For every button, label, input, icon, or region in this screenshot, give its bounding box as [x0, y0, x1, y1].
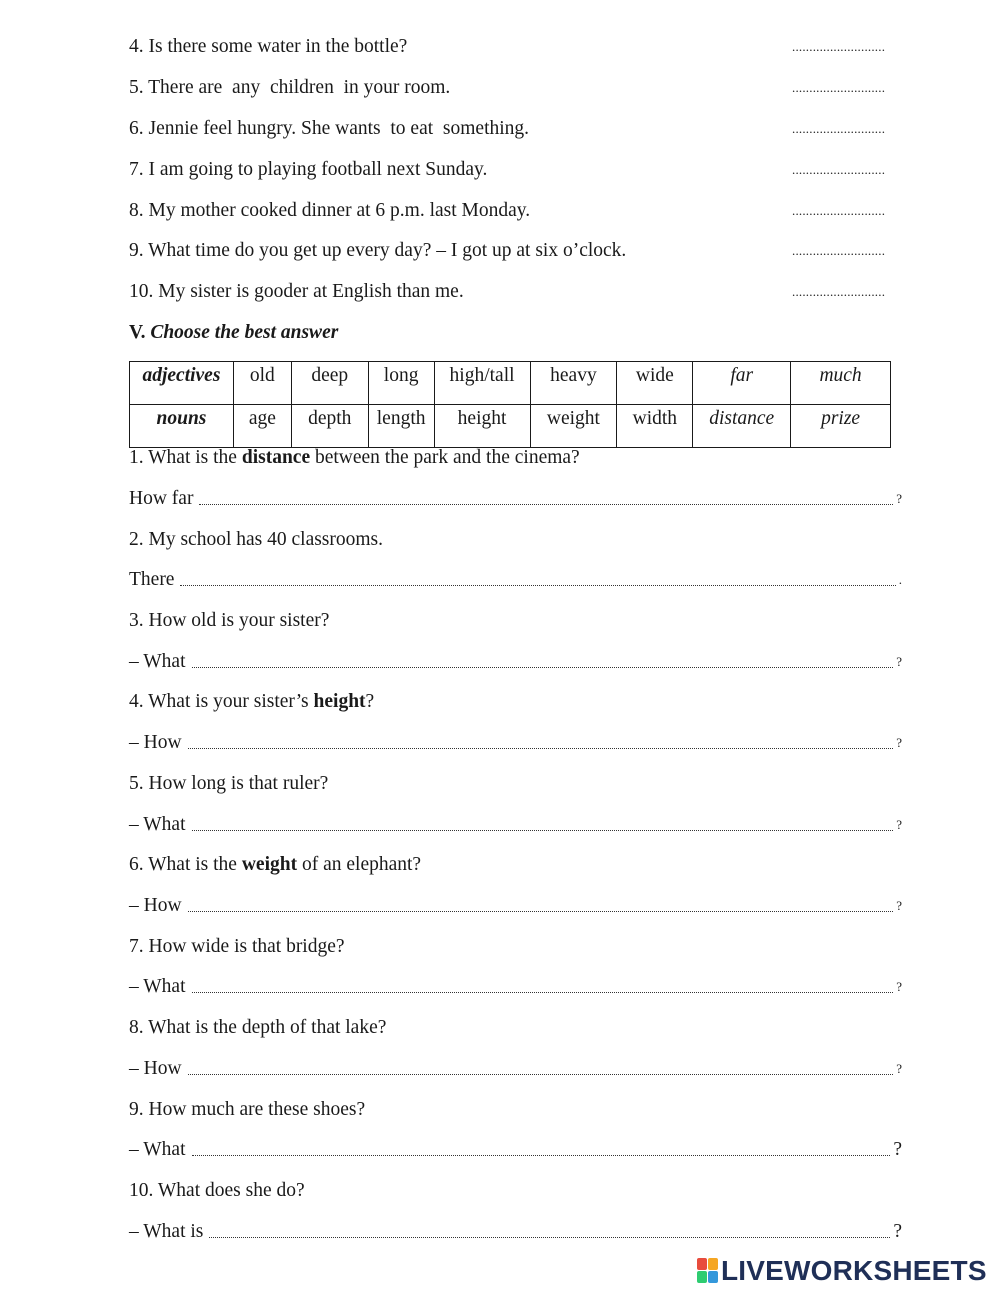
answer-blank-8[interactable]: ...........................	[792, 203, 886, 218]
answer-blank[interactable]	[209, 1236, 890, 1238]
answer-row-6[interactable]	[129, 894, 902, 918]
answer-end: ?	[896, 491, 902, 506]
answer-row-8[interactable]	[129, 1057, 902, 1081]
answer-blank[interactable]	[188, 747, 894, 749]
answer-end: ?	[896, 735, 902, 750]
answer-blank[interactable]	[188, 1073, 894, 1075]
question-3: 3. How old is your sister?	[129, 610, 330, 631]
answer-end: ?	[896, 1061, 902, 1076]
answer-blank-5[interactable]: ...........................	[792, 80, 886, 95]
question-6: 6. What is the weight of an elephant?	[129, 854, 422, 875]
item-9: 9. What time do you get up every day? – I got up at six o’clock.	[129, 240, 627, 261]
answer-lead: – What	[129, 976, 186, 997]
answer-end: ?	[896, 817, 902, 832]
noun-cell: prize	[791, 405, 891, 448]
logo-blocks-icon	[697, 1258, 719, 1284]
nouns-row	[130, 405, 891, 448]
answer-row-7[interactable]	[129, 975, 902, 999]
item-8: 8. My mother cooked dinner at 6 p.m. last Monday.	[129, 200, 531, 221]
item-4: 4. Is there some water in the bottle?	[129, 36, 408, 57]
question-8: 8. What is the depth of that lake?	[129, 1017, 387, 1038]
answer-blank[interactable]	[192, 991, 894, 993]
answer-row-1[interactable]	[129, 487, 902, 511]
vocab-table	[129, 361, 891, 448]
logo-block	[697, 1271, 707, 1283]
answer-lead: – How	[129, 1058, 182, 1079]
answer-lead: – What is	[129, 1221, 204, 1242]
answer-blank[interactable]	[192, 666, 894, 668]
adjective-cell: heavy	[530, 362, 617, 405]
answer-lead: There	[129, 569, 175, 590]
answer-row-4[interactable]	[129, 731, 902, 755]
answer-blank-7[interactable]: ...........................	[792, 162, 886, 177]
section-numeral: V.	[129, 322, 146, 343]
adjectives-label: adjectives	[130, 362, 234, 405]
question-2: 2. My school has 40 classrooms.	[129, 529, 384, 550]
answer-lead: – What	[129, 651, 186, 672]
noun-cell: age	[233, 405, 291, 448]
adjective-cell: old	[233, 362, 291, 405]
adjective-cell: high/tall	[434, 362, 530, 405]
item-7: 7. I am going to playing football next Sunday.	[129, 159, 488, 180]
logo-block	[697, 1258, 707, 1270]
question-1: 1. What is the distance between the park and the cinema?	[129, 447, 580, 468]
answer-row-3[interactable]	[129, 650, 902, 674]
answer-lead: – How	[129, 732, 182, 753]
noun-cell: height	[434, 405, 530, 448]
answer-end: ?	[893, 1221, 902, 1242]
answer-end: ?	[893, 1139, 902, 1160]
answer-row-9[interactable]	[129, 1138, 902, 1162]
logo-block	[708, 1258, 718, 1270]
answer-lead: – What	[129, 814, 186, 835]
section-heading: Choose the best answer	[150, 322, 339, 343]
logo-text: LIVEWORKSHEETS	[721, 1255, 987, 1286]
question-9: 9. How much are these shoes?	[129, 1099, 366, 1120]
adjective-cell: much	[791, 362, 891, 405]
nouns-label: nouns	[130, 405, 234, 448]
question-4: 4. What is your sister’s height?	[129, 691, 375, 712]
answer-lead: – What	[129, 1139, 186, 1160]
answer-row-5[interactable]	[129, 813, 902, 837]
answer-blank[interactable]	[199, 503, 893, 505]
noun-cell: weight	[530, 405, 617, 448]
answer-end: ?	[896, 898, 902, 913]
adjective-cell: long	[368, 362, 434, 405]
answer-blank-6[interactable]: ...........................	[792, 121, 886, 136]
adjectives-row	[130, 362, 891, 405]
answer-blank[interactable]	[180, 584, 895, 586]
answer-blank-9[interactable]: ...........................	[792, 243, 886, 258]
answer-blank-4[interactable]: ...........................	[792, 39, 886, 54]
adjective-cell: deep	[291, 362, 368, 405]
section-v-title	[129, 321, 338, 345]
adjective-cell: far	[693, 362, 791, 405]
logo-block	[708, 1271, 718, 1283]
answer-blank[interactable]	[192, 1154, 891, 1156]
answer-row-10[interactable]	[129, 1220, 902, 1244]
adjective-cell: wide	[617, 362, 693, 405]
answer-end: ?	[896, 654, 902, 669]
question-5: 5. How long is that ruler?	[129, 773, 329, 794]
question-7: 7. How wide is that bridge?	[129, 936, 345, 957]
answer-end: ?	[896, 979, 902, 994]
answer-row-2[interactable]	[129, 568, 902, 592]
item-5: 5. There are any children in your room.	[129, 77, 451, 98]
noun-cell: depth	[291, 405, 368, 448]
answer-lead: – How	[129, 895, 182, 916]
noun-cell: length	[368, 405, 434, 448]
item-6: 6. Jennie feel hungry. She wants to eat something.	[129, 118, 530, 139]
answer-blank[interactable]	[192, 829, 894, 831]
answer-lead: How far	[129, 488, 194, 509]
liveworksheets-logo	[697, 1254, 987, 1288]
answer-blank-10[interactable]: ...........................	[792, 284, 886, 299]
answer-end: .	[898, 572, 902, 587]
answer-blank[interactable]	[188, 910, 894, 912]
noun-cell: width	[617, 405, 693, 448]
question-10: 10. What does she do?	[129, 1180, 305, 1201]
item-10: 10. My sister is gooder at English than me.	[129, 281, 464, 302]
noun-cell: distance	[693, 405, 791, 448]
